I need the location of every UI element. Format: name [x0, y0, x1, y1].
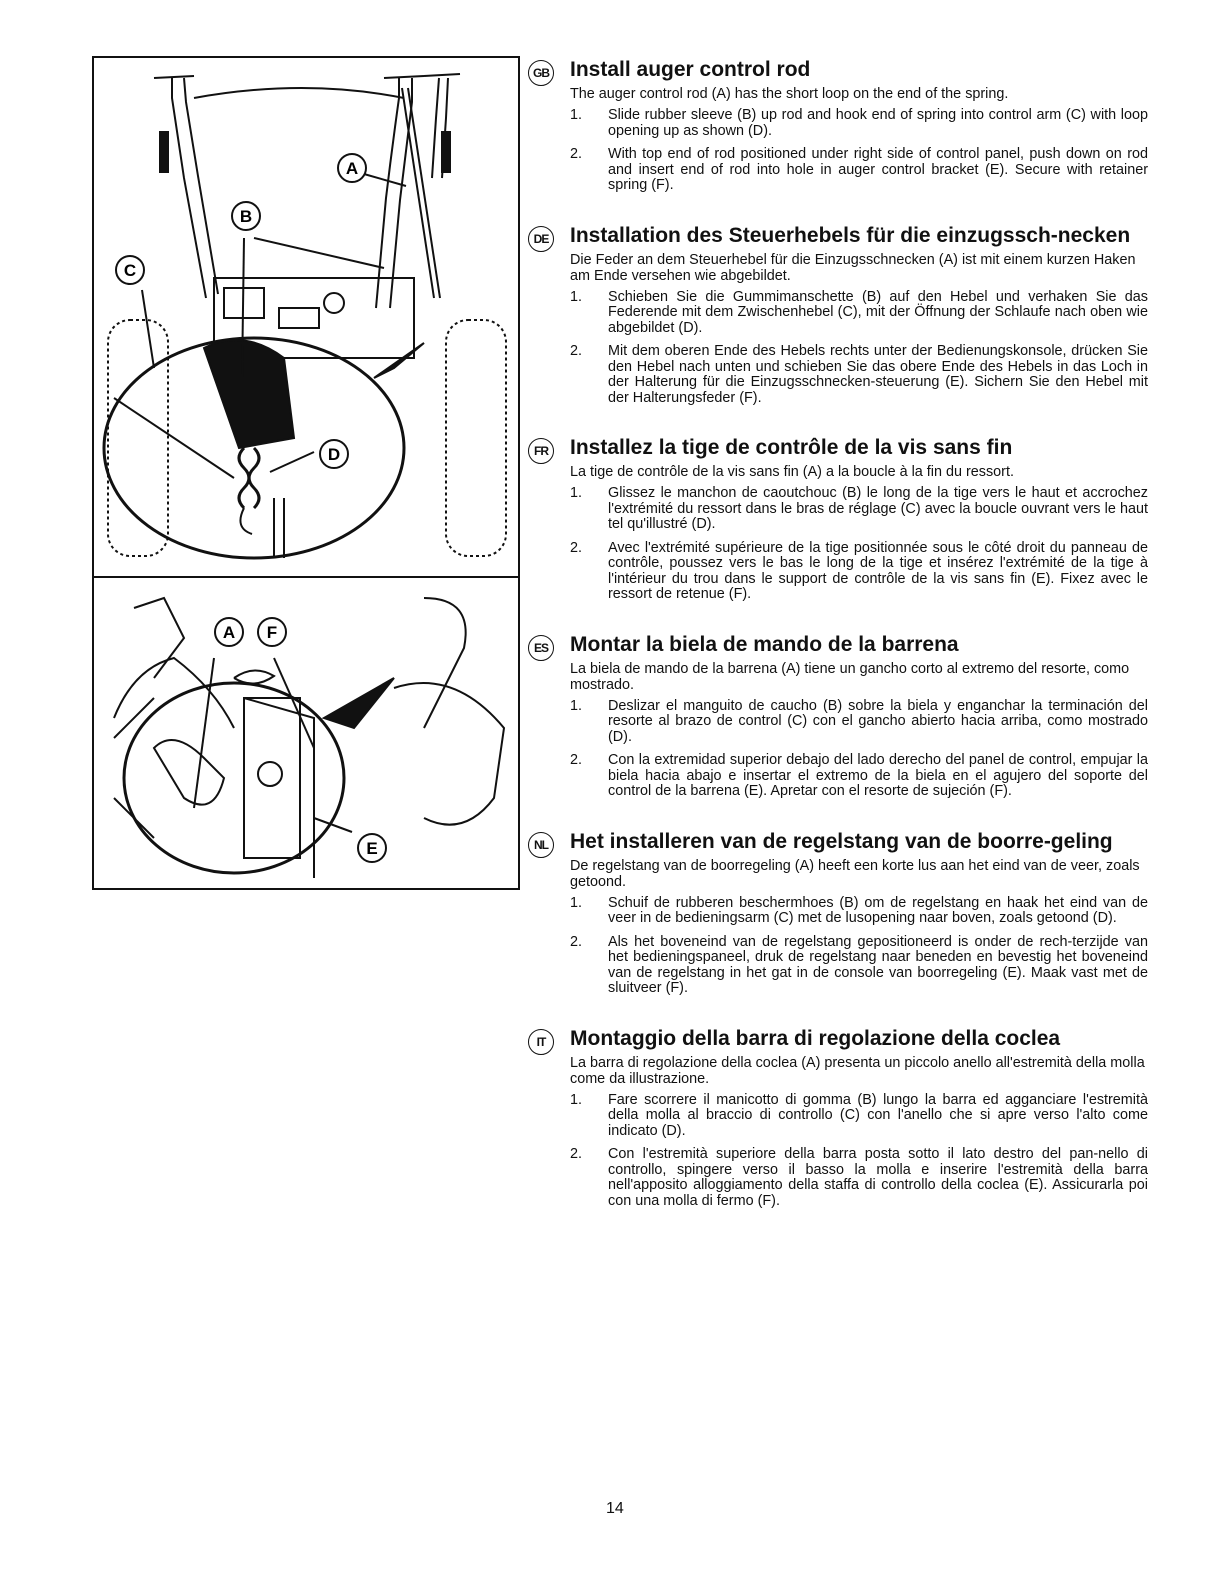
step-number: 2.	[570, 343, 583, 359]
step-item	[570, 541, 1148, 603]
lang-badge-gb: GB	[528, 60, 554, 86]
step-list	[528, 290, 1148, 407]
callout-label-b: B	[239, 207, 253, 226]
step-number: 1.	[570, 107, 583, 123]
step-text: Mit dem oberen Ende des Hebels rechts unter der Bedienungskonsole, drücken Sie den Hebel nach unten und schieben Sie das obere Ende des Hebels in das Loch in der Halterung für die Einzugsschnecken-steuerung (E). Sichern Sie den Hebel mit der Halterungsfeder (F).	[608, 343, 1148, 406]
section-title: Montar la biela de mando de la barrena	[570, 632, 959, 656]
step-item	[570, 1147, 1148, 1209]
step-number: 1.	[570, 894, 583, 911]
step-item	[570, 108, 1148, 139]
step-list	[528, 699, 1148, 800]
step-number: 2.	[570, 933, 583, 950]
step-number: 1.	[570, 1091, 583, 1108]
step-text: Avec l'extrémité supérieure de la tige positionnée sous le côté droit du panneau de contrôle, poussez vers le bas le long de la tige et insérez l'extrémité de la tige à l'intérieur du trou dans le support de contrôle de la vis sans fin (E). Fixez avec le ressort de retenue (F).	[608, 539, 1148, 602]
step-text: With top end of rod positioned under right side of control panel, push down on rod and insert end of rod into hole in auger control bracket (E). Secure with retainer spring (F).	[608, 146, 1148, 193]
step-list	[528, 108, 1148, 194]
section-it	[528, 1027, 1148, 1210]
illustration-control-bracket	[94, 578, 518, 888]
instructions-column	[528, 58, 1148, 1239]
step-number: 2.	[570, 539, 583, 556]
step-text: Glissez le manchon de caoutchouc (B) le long de la tige vers le haut et accrochez l'extrémité du ressort dans le bras de réglage (C) avec la boucle ouvrant vers le haut tel qu'illustré (D).	[608, 485, 1148, 532]
step-number: 2.	[570, 146, 583, 162]
illustration-snowthrower-handle	[94, 58, 518, 576]
step-number: 2.	[570, 1146, 583, 1162]
step-item	[570, 896, 1148, 927]
section-intro: La barra di regolazione della coclea (A) presenta un piccolo anello all'estremità della molla come da illustrazione.	[570, 1054, 1145, 1087]
callout-label-a-bottom: A	[222, 623, 236, 642]
step-item	[570, 344, 1148, 406]
step-text: Deslizar el manguito de caucho (B) sobre la biela y enganchar la terminación del resorte al brazo de control (C) con el gancho abierto hacia arriba, como mostrado (D).	[608, 697, 1148, 745]
figure-auger-control-bracket	[92, 576, 520, 890]
step-text: Fare scorrere il manicotto di gomma (B) lungo la barra ed agganciare l'estremità della molla al braccio di controllo (C) con l'anello che si apre verso l'alto come indicato (D).	[608, 1091, 1148, 1139]
step-text: Con l'estremità superiore della barra posta sotto il lato destro del pan-nello di controllo, spingere verso il basso la molla e inserire l'estremità della barra nell'apposito alloggiamento della staffa di controllo della coclea (E). Assicurarla poi con una molla di fermo (F).	[608, 1146, 1148, 1209]
step-list	[528, 486, 1148, 603]
lang-badge-fr: FR	[528, 438, 554, 464]
step-text: Con la extremidad superior debajo del lado derecho del panel de control, empujar la biela hacia abajo e insertar el extremo de la biela en el agujero del soporte del control de la barrena (E). Apretar con el resorte de sujeción (F).	[608, 752, 1148, 799]
section-intro: Die Feder an dem Steuerhebel für die Einzugsschnecken (A) ist mit einem kurzen Haken am Ende versehen wie abgebildet.	[570, 251, 1136, 284]
section-nl	[528, 830, 1148, 997]
section-es	[528, 633, 1148, 800]
section-title: Het installeren van de regelstang van de boorre-geling	[570, 829, 1113, 853]
lang-badge-es: ES	[528, 635, 554, 661]
section-fr	[528, 436, 1148, 603]
step-item	[570, 699, 1148, 746]
callout-label-e: E	[366, 839, 378, 858]
step-item	[570, 147, 1148, 194]
callout-label-a: A	[345, 159, 359, 178]
lang-badge-it: IT	[528, 1029, 554, 1055]
step-item	[570, 1093, 1148, 1140]
section-gb	[528, 58, 1148, 194]
callout-label-c: C	[123, 261, 137, 280]
callout-label-d: D	[327, 445, 341, 464]
step-item	[570, 486, 1148, 533]
step-item	[570, 935, 1148, 997]
step-text: Slide rubber sleeve (B) up rod and hook end of spring into control arm (C) with loop opening up as shown (D).	[608, 107, 1148, 139]
section-intro: De regelstang van de boorregeling (A) heeft een korte lus aan het eind van de veer, zoals getoond.	[570, 857, 1140, 890]
step-number: 2.	[570, 752, 583, 768]
page-number: 14	[606, 1500, 624, 1517]
step-item	[570, 290, 1148, 337]
section-title: Installez la tige de contrôle de la vis sans fin	[570, 436, 1013, 459]
step-list	[528, 896, 1148, 997]
section-de	[528, 224, 1148, 407]
figure-auger-control-rod-top	[92, 56, 520, 578]
step-text: Schuif de rubberen beschermhoes (B) om de regelstang en haak het eind van de veer in de bedieningsarm (C) met de lusopening naar boven, zoals getoond (D).	[608, 894, 1148, 926]
step-number: 1.	[570, 288, 583, 305]
section-title: Installation des Steuerhebels für die einzugssch-necken	[570, 223, 1131, 247]
step-number: 1.	[570, 485, 583, 501]
lang-badge-nl: NL	[528, 832, 554, 858]
section-title: Montaggio della barra di regolazione della coclea	[570, 1026, 1061, 1050]
section-intro: The auger control rod (A) has the short loop on the end of the spring.	[570, 86, 1009, 102]
step-text: Als het boveneind van de regelstang gepositioneerd is onder de rech-terzijde van het bedieningspaneel, druk de regelstang naar beneden en bevestig het boveneind van de regelstang in het gat in de console van boorregeling (E). Maak vast met de sluitveer (F).	[608, 933, 1148, 996]
step-text: Schieben Sie die Gummimanschette (B) auf den Hebel und verhaken Sie das Federende mit dem Zwischenhebel (C), mit der Öffnung der Schlaufe nach oben wie abgebildet (D).	[608, 288, 1148, 336]
section-intro: La biela de mando de la barrena (A) tiene un gancho corto al extremo del resorte, como mostrado.	[570, 660, 1130, 693]
lang-badge-de: DE	[528, 226, 554, 252]
section-intro: La tige de contrôle de la vis sans fin (A) a la boucle à la fin du ressort.	[570, 464, 1014, 480]
step-number: 1.	[570, 697, 583, 714]
callout-label-f: F	[266, 623, 278, 642]
step-list	[528, 1093, 1148, 1210]
section-title: Install auger control rod	[570, 58, 811, 81]
step-item	[570, 753, 1148, 800]
